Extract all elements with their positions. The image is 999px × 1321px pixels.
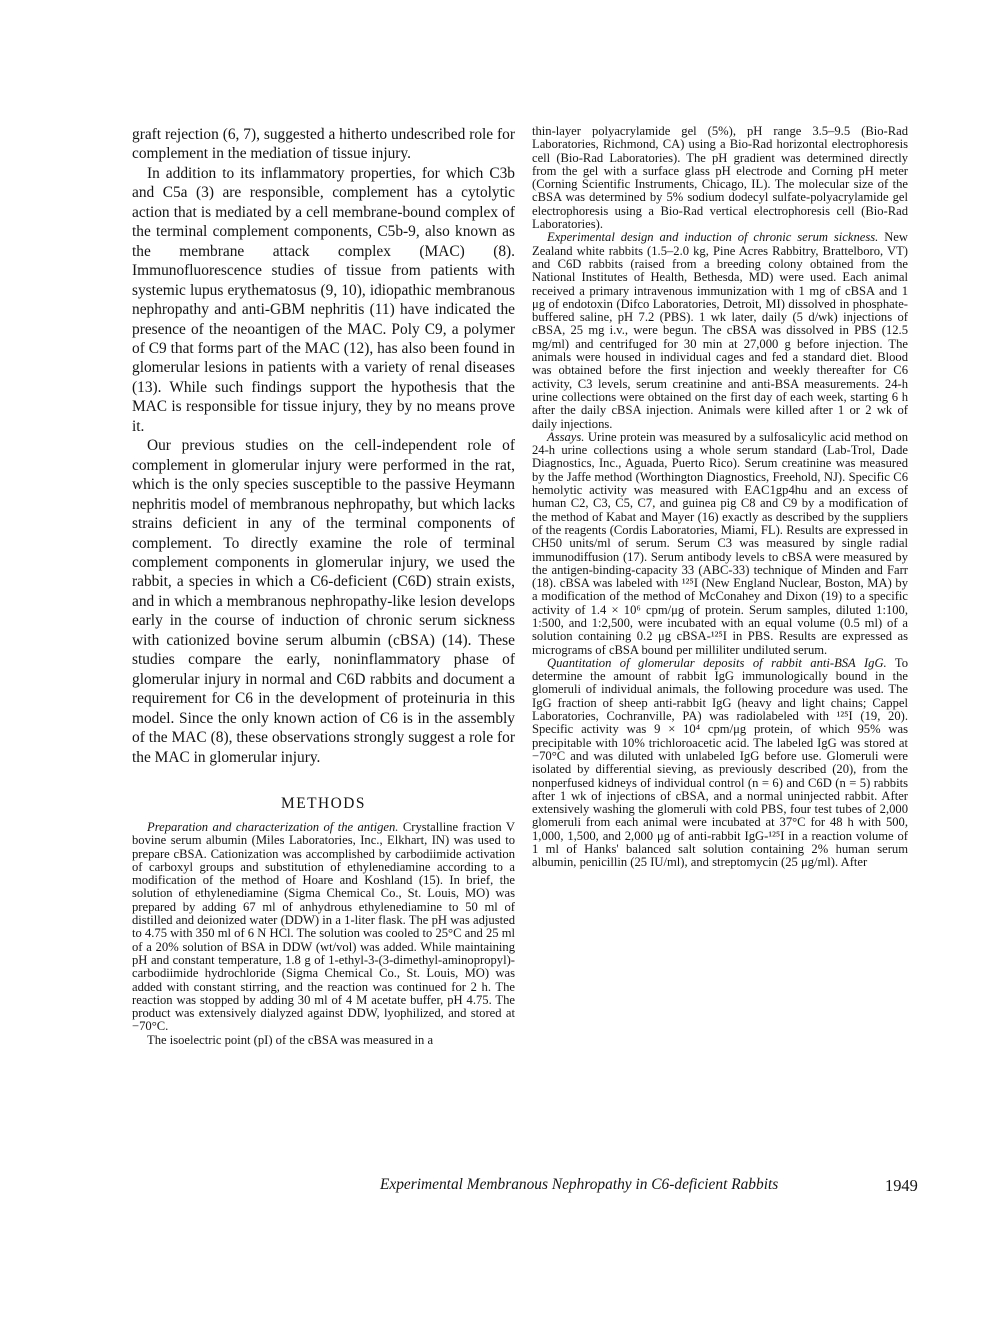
paragraph-gel-electrophoresis: thin-layer polyacrylamide gel (5%), pH range 3.5–9.5 (Bio-Rad Laboratories, Richmond, CA) using a Bio-Rad horizontal electrophoresis cell (Bio-Rad Laboratories). The pH gradient was determined directly from the gel with a surface glass pH electrode and Corning pH meter (Corning Scientific Instruments, Chicago, IL). The molecular size of the cBSA was determined by 5% sodium dodecyl sulfate-polyacrylamide gel electrophoresis using a Bio-Rad vertical electrophoresis cell (Bio-Rad Laboratories). (532, 124, 908, 232)
subsection-text-assays: Urine protein was measured by a sulfosalicylic acid method on 24-h urine collections using a whole serum standard (Lab-Trol, Dade Diagnostics, Inc., Aguada, Puerto Rico). Serum creatinine was measured by the Jaffe method (Worthington Diagnostics, Freehold, NJ). Specific C6 hemolytic activity was measured with EAC1gp4hu and an excess of human C2, C3, C5, C7, and guinea pig C8 and C9 by a modification of the method of Kabat and Mayer (16) exactly as described by the suppliers of the reagents (Cordis Laboratories, Miami, FL). Results are expressed in CH50 units/ml of serum. Serum C3 was measured by single radial immunodiffusion (17). Serum antibody levels to cBSA were measured by the antigen-binding-capacity 33 (ABC-33) technique of Minden and Farr (18). cBSA was labeled with ¹²⁵I (New England Nuclear, Boston, MA) by a modification of the method of McConahey and Dixon (19) to a specific activity of 1.4 × 10⁶ cpm/μg of protein. Serum samples, diluted 1:100, 1:500, and 1:2,500, were incubated with an equal volume (0.5 ml) of a solution containing 0.2 μg cBSA-¹²⁵I in PBS. Results are expressed as micrograms of cBSA bound per milliliter undiluted serum. (532, 429, 908, 657)
running-footer (380, 1176, 950, 1194)
methods-heading: METHODS (281, 794, 366, 812)
paragraph-antigen-preparation (132, 821, 515, 1034)
subsection-title-antigen: Preparation and characterization of the antigen. (147, 819, 399, 834)
paragraph-complement-mac: In addition to its inflammatory properties, for which C3b and C5a (3) are responsible, complement has a cytolytic action that is mediated by a cell membrane-bound complex of the terminal complement components, C5b-9, also known as the membrane attack complex (MAC) (8). Immunofluorescence studies of tissue from patients with systemic lupus erythematosus (9, 10), idiopathic membranous nephropathy and anti-GBM nephritis (11) have indicated the presence of the neoantigen of the MAC. Poly C9, a polymer of C9 that forms part of the MAC (12), has also been found in glomerular lesions in patients with a variety of renal diseases (13). While such findings support the hypothesis that the MAC is responsible for tissue injury, they by no means prove it. (132, 164, 515, 435)
paragraph-intro-end: graft rejection (6, 7), suggested a hitherto undescribed role for complement in the mediation of tissue injury. (132, 126, 515, 163)
subsection-text-antigen: Crystalline fraction V bovine serum albumin (Miles Laboratories, Inc., Elkhart, IN) was used to prepare cBSA. Cationization was accomplished by carbodiimide activation of carboxyl groups and substitution of ethylenediamine according to a modification of the method of Hoare and Koshland (15). In brief, the solution of ethylenediamine (Sigma Chemical Co., St. Louis, MO) was prepared by adding 67 ml of anhydrous ethylenediamine to 50 ml of distilled and deionized water (DDW) in a 1-liter flask. The pH was adjusted to 4.75 with 350 ml of 6 N HCl. The solution was cooled to 25°C and 25 ml of a 20% solution of BSA in DDW (wt/vol) was added. While maintaining pH and constant temperature, 1.8 g of 1-ethyl-3-(3-dimethyl-aminopropyl)-carbodiimide hydrochloride (Sigma Chemical Co., St. Louis, MO) was added with constant stirring, and the reaction was continued for 2 h. The reaction was stopped by adding 30 ml of 4 M acetate buffer, pH 4.75. The product was extensively dialyzed against DDW, lyophilized, and stored at −70°C. (132, 819, 515, 1034)
paragraph-isoelectric: The isoelectric point (pI) of the cBSA was measured in a (147, 1032, 434, 1047)
subsection-text-quantitation: To determine the amount of rabbit IgG immunologically bound in the glomeruli of individual animals, the following procedure was used. The IgG fraction of sheep anti-rabbit IgG (heavy and light chains; Cappel Laboratories, Cochranville, PA) was radiolabeled with ¹²⁵I (19, 20). Specific activity was 9 × 10⁴ cpm/μg protein, of which 95% was precipitable with 10% trichloroacetic acid. The labeled IgG was stored at −70°C and was diluted with unlabeled IgG before use. Glomeruli were isolated by differential sieving, as previously described (20), from the nonperfused kidneys of individual control (n = 6) and C6D (n = 5) rabbits after 1 wk of injections of cBSA, and a normal uninjected rabbit. After extensively washing the glomeruli with cold PBS, four test tubes of 2,000 glomeruli from each animal were incubated at 37°C for 48 h with 500, 1,000, 1,500, and 2,000 μg of anti-rabbit IgG-¹²⁵I in a reaction volume of 1 ml of Hanks' balanced salt solution containing 2% human serum albumin, penicillin (25 IU/ml), and streptomycin (25 μg/ml). After (532, 655, 908, 870)
paragraph-quantitation (532, 657, 908, 870)
subsection-title-design: Experimental design and induction of chronic serum sickness. (547, 230, 879, 245)
paragraph-experimental-design (532, 231, 908, 430)
paragraph-previous-studies: Our previous studies on the cell-independent role of complement in glomerular injury were performed in the rat, which is the only species susceptible to the passive Heymann nephritis model of membranous nephropathy, but which lacks strains deficient in any of the terminal components of complement. To directly examine the role of terminal complement components in glomerular injury, we used the rabbit, a species in which a C6-deficient (C6D) strain exists, and in which a membranous nephropathy-like lesion develops early in the course of induction of chronic serum sickness with cationized bovine serum albumin (cBSA) (14). These studies compare the early, noninflammatory phase of glomerular injury in normal and C6D rabbits and document a requirement for C6 in the development of proteinuria in this model. Since the only known action of C6 is in the assembly of the MAC (8), these observations strongly suggest a role for the MAC in glomerular injury. (132, 437, 515, 766)
running-title: Experimental Membranous Nephropathy in C6-deficient Rabbits (380, 1176, 779, 1193)
page-number: 1949 (885, 1176, 918, 1195)
subsection-title-assays: Assays. (547, 429, 585, 444)
paragraph-assays (532, 431, 908, 657)
subsection-text-design: New Zealand white rabbits (1.5–2.0 kg, Pine Acres Rabbitry, Brattelboro, VT) and C6D rabbits (raised from a breeding colony obtained from the National Institutes of Health, Bethesda, MD) were used. Each animal received a primary intravenous immunization with 1 mg of cBSA and 1 μg of endotoxin (Difco Laboratories, Detroit, MI) dissolved in phosphate-buffered saline, pH 7.2 (PBS). 1 wk later, daily (5 d/wk) injections of cBSA, 25 mg i.v., were begun. The cBSA was dissolved in PBS (12.5 mg/ml) and centrifuged for 30 min at 27,000 g before injection. The animals were housed in individual cages and fed a standard diet. Blood was obtained before the first injection and weekly thereafter for C6 activity, C3 levels, serum creatinine and anti-BSA measurements. 24-h urine collections were obtained on the first day of each week, starting 6 h after the daily cBSA injection. Animals were killed after 1 or 2 wk of daily injections. (532, 230, 908, 431)
right-column (532, 125, 908, 870)
left-column (132, 125, 515, 1047)
subsection-title-quantitation: Quantitation of glomerular deposits of rabbit anti-BSA IgG. (547, 655, 887, 670)
